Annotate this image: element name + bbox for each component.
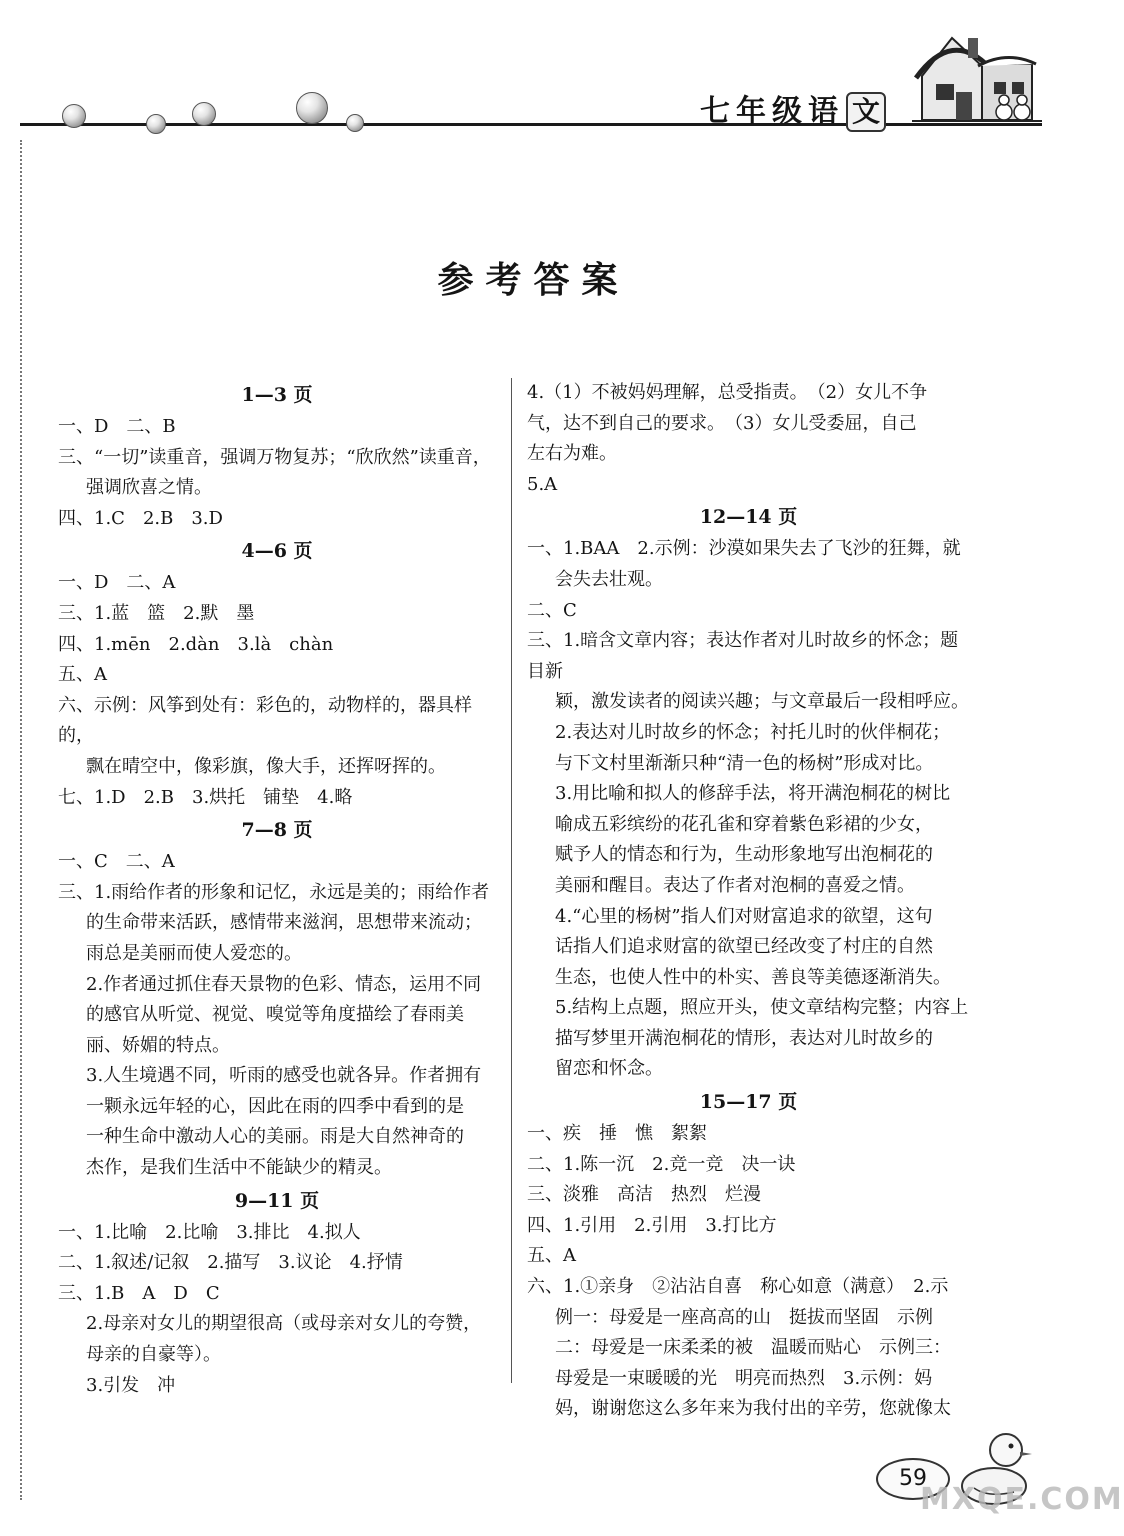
answer-line: 的生命带来活跃，感情带来滋润，思想带来流动； — [86, 912, 482, 934]
answer-line: 5.结构上点题，照应开头，使文章结构完整；内容上 — [555, 997, 969, 1019]
section-title: 12—14 页 — [699, 506, 798, 529]
answer-line: 六、1.①亲身 ②沾沾自喜 称心如意（满意） 2.示 — [527, 1276, 949, 1298]
header-rule — [20, 123, 1042, 126]
header-title — [700, 86, 886, 132]
answer-line: 3.引发 冲 — [86, 1374, 176, 1396]
section-title: 9—11 页 — [234, 1189, 320, 1212]
section-title: 4—6 页 — [241, 540, 313, 563]
answer-line: 三、1.B A D C — [58, 1282, 220, 1304]
answer-line: 雨总是美丽而使人爱恋的。 — [86, 942, 302, 964]
answer-line: 喻成五彩缤纷的花孔雀和穿着紫色彩裙的少女， — [555, 813, 933, 835]
answer-line: 妈，谢谢您这么多年来为我付出的辛劳，您就像太 — [555, 1398, 951, 1420]
answer-line: 5.A — [527, 473, 558, 495]
header-subject-glyph: 文 — [846, 92, 886, 132]
answer-line: 例一：母爱是一座高高的山 挺拔而坚固 示例 — [555, 1306, 933, 1328]
bead-ornament-icon — [346, 114, 364, 132]
answer-line: 气，达不到自己的要求。 （3）女儿受委屈，自己 — [527, 412, 917, 434]
answer-line: 4.“心里的杨树”指人们对财富追求的欲望，这句 — [555, 905, 933, 927]
answer-line: 的感官从听觉、视觉、嗅觉等角度描绘了春雨美 — [86, 1004, 464, 1026]
answer-line: 一种生命中激动人心的美丽。雨是大自然神奇的 — [86, 1126, 464, 1148]
snow-house-icon — [912, 28, 1042, 124]
bead-ornament-icon — [62, 104, 86, 128]
answer-line: 二：母爱是一床柔柔的被 温暖而贴心 示例三： — [555, 1337, 951, 1359]
answer-line: 2.母亲对女儿的期望很高（或母亲对女儿的夸赞， — [86, 1313, 482, 1335]
answer-line: 六、示例：风筝到处有：彩色的，动物样的，器具样的， — [58, 694, 472, 747]
answer-line: 一、1.比喻 2.比喻 3.排比 4.拟人 — [58, 1221, 361, 1243]
answer-line: 五、A — [527, 1245, 576, 1267]
answer-line: 生态，也使人性中的朴实、善良等美德逐渐消失。 — [555, 966, 951, 988]
section-title: 1—3 页 — [241, 384, 313, 406]
page-title: 参考答案 — [437, 259, 630, 301]
answer-line: 母亲的自豪等）。 — [86, 1344, 221, 1366]
answer-line: 四、1.C 2.B 3.D — [58, 507, 223, 529]
answer-line: 三、1.雨给作者的形象和记忆，永远是美的；雨给作者 — [58, 881, 490, 903]
answer-line: 2.表达对儿时故乡的怀念；衬托儿时的伙伴桐花； — [555, 721, 951, 743]
answer-line: 四、1.mēn 2.dàn 3.là chàn — [58, 633, 334, 655]
answer-line: 三、“一切”读重音，强调万物复苏；“欣欣然”读重音， — [58, 446, 491, 468]
answer-line: 五、A — [58, 664, 107, 686]
answer-line: 二、1.叙述/记叙 2.描写 3.议论 4.抒情 — [58, 1252, 403, 1274]
answer-line: 3.人生境遇不同，听雨的感受也就各异。作者拥有 — [86, 1065, 482, 1087]
answer-line: 美丽和醒目。表达了作者对泡桐的喜爱之情。 — [555, 874, 915, 896]
bead-ornament-icon — [296, 92, 328, 124]
answer-line: 一、D 二、B — [58, 416, 176, 437]
answer-line: 左右为难。 — [527, 443, 617, 465]
answer-column-right — [527, 378, 970, 1425]
answer-line: 七、1.D 2.B 3.烘托 铺垫 4.略 — [58, 786, 353, 808]
answer-line: 一、1.BAA 2.示例：沙漠如果失去了飞沙的狂舞，就 — [527, 538, 961, 560]
answer-line: 一、D 二、A — [58, 572, 176, 594]
answer-column-left — [58, 378, 496, 1401]
section-title: 7—8 页 — [241, 819, 313, 842]
answer-line: 留恋和怀念。 — [555, 1058, 663, 1080]
answer-line: 三、淡雅 高洁 热烈 烂漫 — [527, 1184, 761, 1206]
answer-line: 2.作者通过抓住春天景物的色彩、情态，运用不同 — [86, 973, 482, 995]
answer-line: 话指人们追求财富的欲望已经改变了村庄的自然 — [555, 936, 933, 958]
answer-line: 母爱是一束暖暖的光 明亮而热烈 3.示例：妈 — [555, 1367, 933, 1389]
bead-ornament-icon — [192, 102, 216, 126]
left-margin-dotted-line — [20, 140, 22, 1500]
answer-line: 赋予人的情态和行为，生动形象地写出泡桐花的 — [555, 844, 933, 866]
watermark: MXQE.COM — [920, 1482, 1124, 1517]
answer-line: 会失去壮观。 — [555, 568, 663, 590]
answer-line: 二、1.陈一沉 2.竞一竞 决一诀 — [527, 1153, 796, 1175]
answer-line: 丽、娇媚的特点。 — [86, 1034, 230, 1056]
answer-line: 一、C 二、A — [58, 851, 175, 873]
answer-line: 一、疾 捶 憔 絮絮 — [527, 1123, 707, 1145]
page-number: 59 — [876, 1458, 950, 1500]
section-title: 15—17 页 — [699, 1091, 798, 1114]
answer-line: 与下文村里渐渐只种“清一色的杨树”形成对比。 — [555, 752, 934, 774]
column-divider — [511, 378, 512, 1383]
header-grade: 七年级语 — [700, 94, 844, 129]
answer-line: 三、1.暗含文章内容；表达作者对儿时故乡的怀念；题目新 — [527, 630, 959, 682]
answer-line: 颖，激发读者的阅读兴趣；与文章最后一段相呼应。 — [555, 691, 969, 713]
bead-ornament-icon — [146, 114, 166, 134]
answer-line: 强调欣喜之情。 — [86, 477, 212, 499]
answer-line: 三、1.蓝 篮 2.默 墨 — [58, 602, 255, 624]
answer-line: 3.用比喻和拟人的修辞手法，将开满泡桐花的树比 — [555, 783, 951, 805]
answer-line: 4.（1）不被妈妈理解，总受指责。 （2）女儿不争 — [527, 382, 928, 403]
answer-line: 一颗永远年轻的心，因此在雨的四季中看到的是 — [86, 1095, 464, 1117]
answer-line: 四、1.引用 2.引用 3.打比方 — [527, 1214, 777, 1236]
answer-line: 二、C — [527, 599, 577, 621]
answer-line: 描写梦里开满泡桐花的情形，表达对儿时故乡的 — [555, 1027, 933, 1049]
answer-line: 杰作，是我们生活中不能缺少的精灵。 — [86, 1157, 392, 1179]
answer-line: 飘在晴空中，像彩旗，像大手，还挥呀挥的。 — [86, 755, 446, 777]
